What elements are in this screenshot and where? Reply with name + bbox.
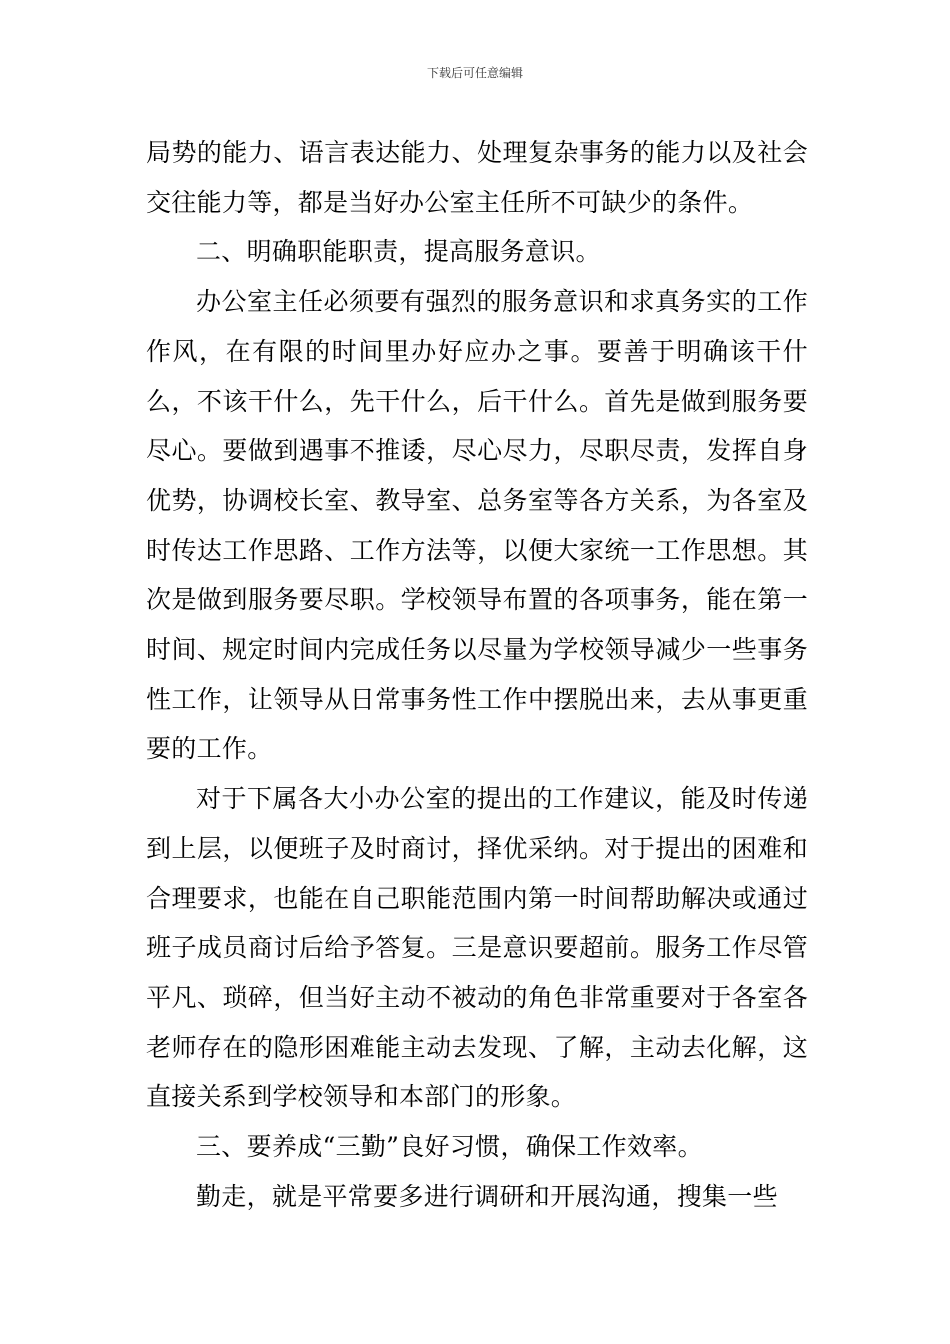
document-body	[146, 128, 808, 1221]
page-header: 下载后可任意编辑	[426, 66, 523, 80]
section-heading-3: 三、要养成“三勤”良好习惯，确保工作效率。	[196, 1132, 703, 1162]
section-heading-2: 二、明确职能职责，提高服务意识。	[196, 237, 601, 267]
paragraph-6: 勤走，就是平常要多进行调研和开展沟通，搜集一些	[196, 1181, 778, 1211]
paragraph-1: 局势的能力、语言表达能力、处理复杂事务的能力以及社会交往能力等，都是当好办公室主任所不可缺少的条件。	[146, 138, 808, 217]
paragraph-3: 办公室主任必须要有强烈的服务意识和求真务实的工作作风，在有限的时间里办好应办之事。要善于明确该干什么，不该干什么，先干什么，后干什么。首先是做到服务要尽心。要做到遇事不推诿，尽心尽力，尽职尽责，发挥自身优势，协调校长室、教导室、总务室等各方关系，为各室及时传达工作思路、工作方法等，以便大家统一工作思想。其次是做到服务要尽职。学校领导布置的各项事务，能在第一时间、规定时间内完成任务以尽量为学校领导减少一些事务性工作，让领导从日常事务性工作中摆脱出来，去从事更重要的工作。	[146, 287, 808, 764]
paragraph-4: 对于下属各大小办公室的提出的工作建议，能及时传递到上层，以便班子及时商讨，择优采纳。对于提出的困难和合理要求，也能在自己职能范围内第一时间帮助解决或通过班子成员商讨后给予答复。三是意识要超前。服务工作尽管平凡、琐碎，但当好主动不被动的角色非常重要对于各室各老师存在的隐形困难能主动去发现、了解，主动去化解，这直接关系到学校领导和本部门的形象。	[146, 784, 808, 1112]
